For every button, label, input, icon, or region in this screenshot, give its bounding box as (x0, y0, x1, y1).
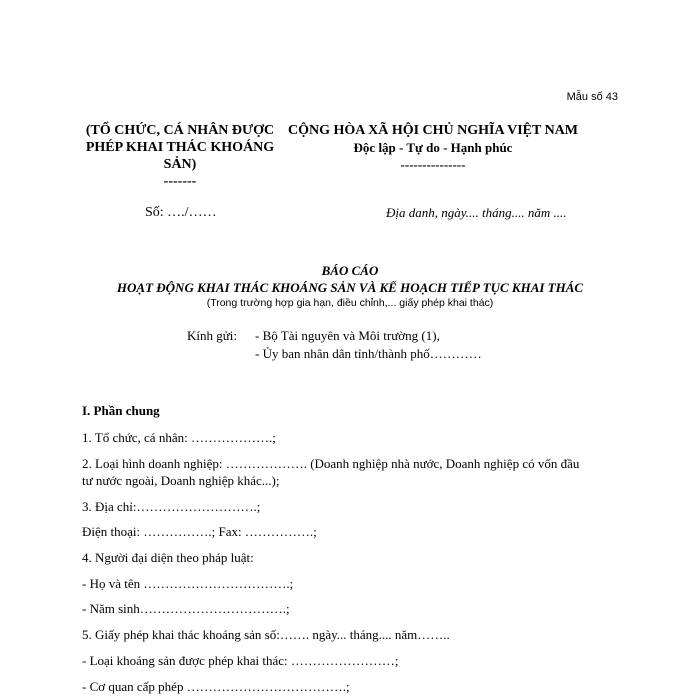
line-legal-rep: 4. Người đại diện theo pháp luật: (82, 550, 254, 565)
line-phone-fax: Điện thoại: …………….; Fax: …………….; (82, 524, 317, 539)
report-subtitle: (Trong trường hợp gia hạn, điều chỉnh,... giấy phép khai thác) (206, 297, 494, 309)
document-number: Số: …./…… (145, 205, 217, 220)
recipient-committee: - Ủy ban nhân dân tỉnh/thành phố………… (255, 346, 482, 361)
organization-name: (TỔ CHỨC, CÁ NHÂN ĐƯỢC PHÉP KHAI THÁC KHOÁNG SẢN) (85, 123, 275, 172)
line-business-type: 2. Loại hình doanh nghiệp: ………………. (Doanh nghiệp nhà nước, Doanh nghiệp có vốn đầu (82, 456, 580, 471)
national-motto: Độc lập - Tự do - Hạnh phúc (353, 140, 513, 155)
line-mineral-type: - Loại khoáng sản được phép khai thác: ……………………; (82, 653, 399, 668)
report-kind: BÁO CÁO (321, 263, 379, 278)
national-header (280, 122, 586, 173)
recipients-label: Kính gửi: (187, 328, 238, 343)
line-address: 3. Địa chỉ:……………………….; (82, 499, 261, 514)
report-title (90, 262, 610, 311)
line-full-name: - Họ và tên …………………………….; (82, 576, 294, 591)
nation-name: CỘNG HÒA XÃ HỘI CHỦ NGHĨA VIỆT NAM (287, 123, 578, 138)
line-issuing-agency: - Cơ quan cấp phép ……………………………….; (82, 679, 350, 694)
organization-rule: ------- (163, 174, 197, 189)
recipients-block (187, 327, 482, 363)
line-license: 5. Giấy phép khai thác khoáng sản số:……. ngày... tháng.... năm…….. (82, 627, 450, 642)
line-organization: 1. Tổ chức, cá nhân: ……………….; (82, 430, 276, 445)
organization-header (80, 122, 280, 190)
line-birth-year: - Năm sinh…………………………….; (82, 601, 290, 616)
section-heading: I. Phần chung (82, 403, 160, 418)
report-main-title: HOẠT ĐỘNG KHAI THÁC KHOÁNG SẢN VÀ KẾ HOẠCH TIẾP TỤC KHAI THÁC (116, 280, 584, 295)
motto-rule: --------------- (400, 157, 466, 172)
place-date: Địa danh, ngày.... tháng.... năm .... (386, 205, 567, 220)
line-business-type-cont: tư nước ngoài, Doanh nghiệp khác...); (82, 473, 280, 488)
recipient-ministry: - Bộ Tài nguyên và Môi trường (1), (255, 328, 440, 343)
form-number: Mẫu số 43 (566, 91, 618, 103)
